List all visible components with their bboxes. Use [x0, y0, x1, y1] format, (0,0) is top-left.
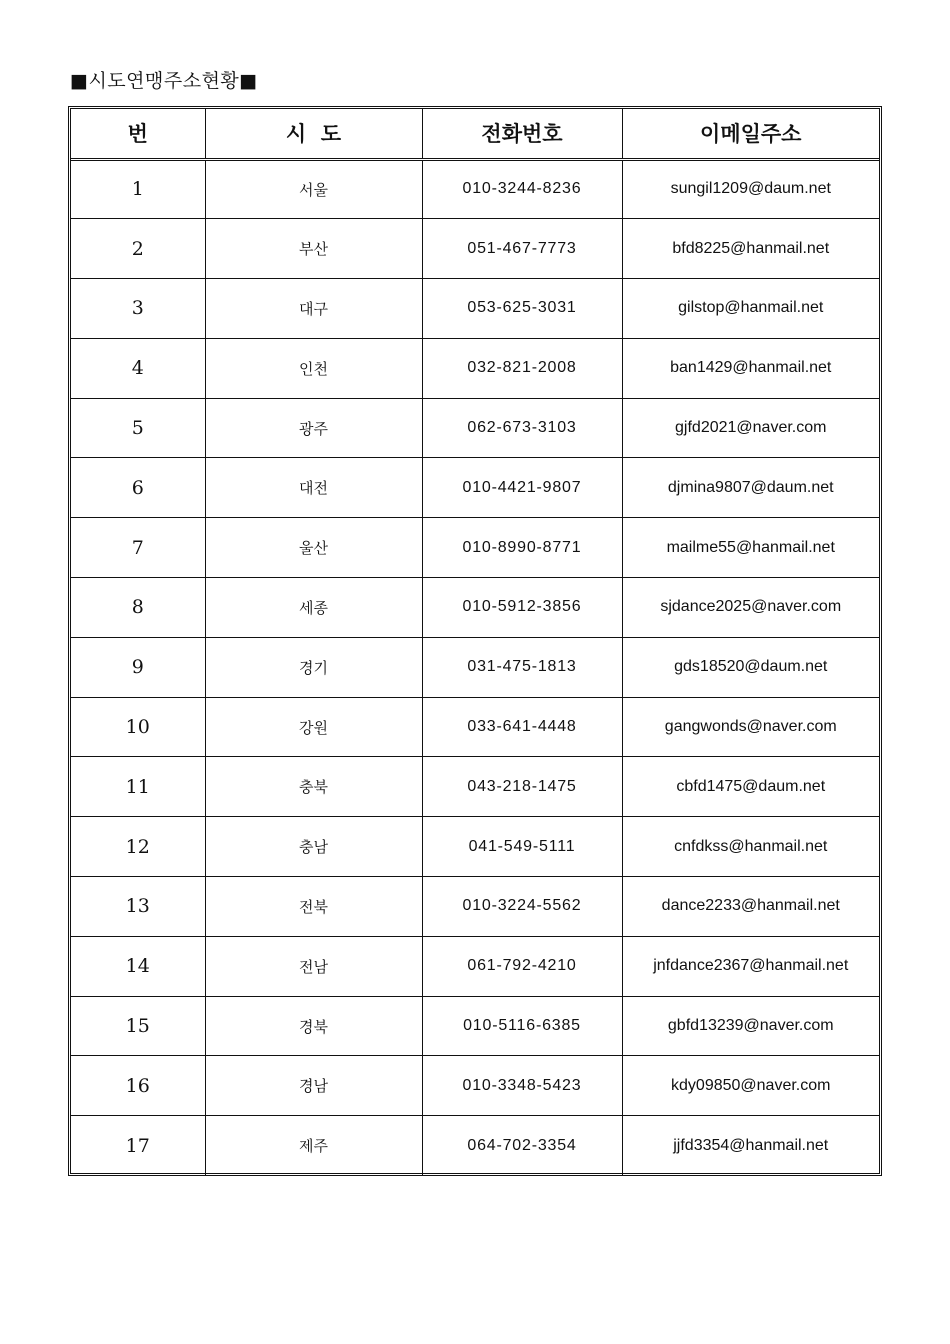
- page-title: ■시도연맹주소현황■: [70, 70, 258, 92]
- row-email: gilstop@hanmail.net: [622, 279, 879, 339]
- row-number: 12: [71, 817, 205, 877]
- row-email: gangwonds@naver.com: [622, 697, 879, 757]
- table-row: [71, 1116, 879, 1176]
- table-row: [71, 1056, 879, 1116]
- row-email: dance2233@hanmail.net: [622, 877, 879, 937]
- row-phone: 010-5116-6385: [422, 996, 622, 1056]
- row-phone: 010-3244-8236: [422, 159, 622, 219]
- table-row: [71, 398, 879, 458]
- row-email: gjfd2021@naver.com: [622, 398, 879, 458]
- row-number: 5: [71, 398, 205, 458]
- row-city: 세종: [205, 578, 422, 638]
- row-city: 대구: [205, 279, 422, 339]
- row-phone: 010-4421-9807: [422, 458, 622, 518]
- row-phone: 032-821-2008: [422, 338, 622, 398]
- table-row: [71, 637, 879, 697]
- row-email: ban1429@hanmail.net: [622, 338, 879, 398]
- row-number: 11: [71, 757, 205, 817]
- row-email: gds18520@daum.net: [622, 637, 879, 697]
- table-row: [71, 518, 879, 578]
- table-header-row: [71, 109, 879, 159]
- row-city: 전북: [205, 877, 422, 937]
- row-number: 3: [71, 279, 205, 339]
- row-number: 2: [71, 219, 205, 279]
- row-number: 10: [71, 697, 205, 757]
- row-phone: 064-702-3354: [422, 1116, 622, 1176]
- row-city: 전남: [205, 936, 422, 996]
- row-phone: 041-549-5111: [422, 817, 622, 877]
- row-number: 9: [71, 637, 205, 697]
- table-row: [71, 279, 879, 339]
- row-city: 울산: [205, 518, 422, 578]
- table-row: [71, 578, 879, 638]
- row-phone: 061-792-4210: [422, 936, 622, 996]
- row-email: sungil1209@daum.net: [622, 159, 879, 219]
- row-email: bfd8225@hanmail.net: [622, 219, 879, 279]
- table-row: [71, 817, 879, 877]
- row-number: 1: [71, 159, 205, 219]
- row-email: cbfd1475@daum.net: [622, 757, 879, 817]
- address-table: [71, 109, 879, 1176]
- row-email: jnfdance2367@hanmail.net: [622, 936, 879, 996]
- header-city: 시 도: [205, 109, 422, 159]
- table-row: [71, 219, 879, 279]
- row-phone: 010-5912-3856: [422, 578, 622, 638]
- row-city: 경북: [205, 996, 422, 1056]
- row-number: 6: [71, 458, 205, 518]
- table-body: [71, 159, 879, 1176]
- row-email: sjdance2025@naver.com: [622, 578, 879, 638]
- address-table-frame: [68, 106, 882, 1176]
- table-row: [71, 159, 879, 219]
- table-row: [71, 936, 879, 996]
- table-row: [71, 338, 879, 398]
- row-email: djmina9807@daum.net: [622, 458, 879, 518]
- row-phone: 031-475-1813: [422, 637, 622, 697]
- row-phone: 051-467-7773: [422, 219, 622, 279]
- row-email: gbfd13239@naver.com: [622, 996, 879, 1056]
- header-number: 번: [71, 109, 205, 159]
- row-phone: 010-3348-5423: [422, 1056, 622, 1116]
- row-city: 대전: [205, 458, 422, 518]
- row-phone: 033-641-4448: [422, 697, 622, 757]
- row-email: cnfdkss@hanmail.net: [622, 817, 879, 877]
- table-row: [71, 458, 879, 518]
- row-city: 부산: [205, 219, 422, 279]
- row-city: 경기: [205, 637, 422, 697]
- row-phone: 062-673-3103: [422, 398, 622, 458]
- row-phone: 010-3224-5562: [422, 877, 622, 937]
- row-city: 강원: [205, 697, 422, 757]
- table-row: [71, 996, 879, 1056]
- row-number: 8: [71, 578, 205, 638]
- row-number: 7: [71, 518, 205, 578]
- row-email: mailme55@hanmail.net: [622, 518, 879, 578]
- table-row: [71, 757, 879, 817]
- row-phone: 053-625-3031: [422, 279, 622, 339]
- row-email: jjfd3354@hanmail.net: [622, 1116, 879, 1176]
- row-city: 서울: [205, 159, 422, 219]
- row-number: 16: [71, 1056, 205, 1116]
- row-city: 경남: [205, 1056, 422, 1116]
- row-number: 17: [71, 1116, 205, 1176]
- row-phone: 043-218-1475: [422, 757, 622, 817]
- row-city: 제주: [205, 1116, 422, 1176]
- row-city: 인천: [205, 338, 422, 398]
- row-email: kdy09850@naver.com: [622, 1056, 879, 1116]
- row-number: 4: [71, 338, 205, 398]
- row-city: 광주: [205, 398, 422, 458]
- row-city: 충북: [205, 757, 422, 817]
- row-city: 충남: [205, 817, 422, 877]
- row-number: 15: [71, 996, 205, 1056]
- row-number: 13: [71, 877, 205, 937]
- header-email: 이메일주소: [622, 109, 879, 159]
- row-number: 14: [71, 936, 205, 996]
- table-row: [71, 877, 879, 937]
- row-phone: 010-8990-8771: [422, 518, 622, 578]
- table-row: [71, 697, 879, 757]
- header-phone: 전화번호: [422, 109, 622, 159]
